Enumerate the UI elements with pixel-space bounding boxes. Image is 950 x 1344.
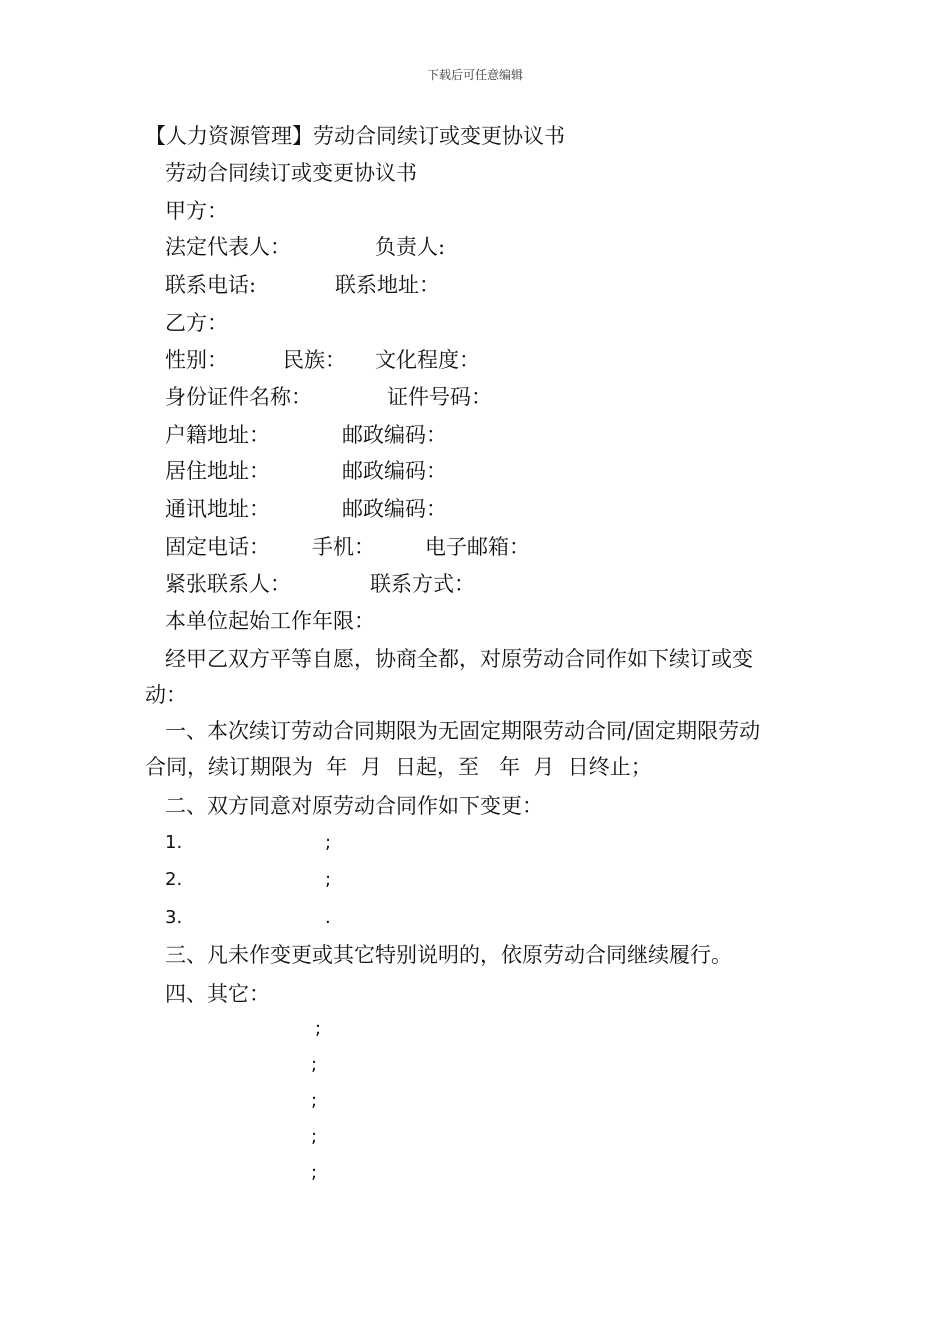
contact-method-label: 联系方式： (370, 572, 475, 596)
phone-label: 联系电话: (165, 273, 257, 297)
clause-3: 三、凡未作变更或其它特别说明的，依原劳动合同继续履行。 (165, 943, 732, 967)
other-item-5: ; (311, 1162, 318, 1183)
gender-label: 性别： (165, 348, 228, 372)
item-3-number: 3. (165, 907, 183, 928)
mailing-address-label: 通讯地址： (165, 497, 270, 521)
item-1-number: 1. (165, 832, 183, 853)
emergency-contact-label: 紧张联系人： (165, 572, 291, 596)
document-title: 【人力资源管理】劳动合同续订或变更协议书 (145, 124, 565, 148)
item-2-end: ; (325, 869, 332, 890)
item-2-number: 2. (165, 869, 183, 890)
party-b-label: 乙方： (165, 311, 228, 335)
education-label: 文化程度： (375, 348, 480, 372)
mobile-label: 手机： (312, 535, 375, 559)
residence-postcode-label: 邮政编码： (342, 459, 447, 483)
clause-1-line-2: 合同，续订期限为 年 月 日起，至 年 月 日终止； (145, 755, 652, 779)
document-subtitle: 劳动合同续订或变更协议书 (165, 161, 417, 185)
mailing-postcode-label: 邮政编码： (342, 497, 447, 521)
id-number-label: 证件号码： (387, 385, 492, 409)
email-label: 电子邮箱： (425, 535, 530, 559)
item-3-end: . (325, 907, 331, 928)
other-item-1: ; (315, 1018, 322, 1039)
header-note: 下载后可任意编辑 (426, 68, 523, 82)
landline-label: 固定电话： (165, 535, 270, 559)
intro-line-2: 动： (145, 683, 187, 707)
household-address-label: 户籍地址： (165, 423, 270, 447)
party-a-label: 甲方： (165, 199, 228, 223)
other-item-3: ; (311, 1090, 318, 1111)
other-item-2: ; (311, 1054, 318, 1075)
person-in-charge-label: 负责人: (375, 235, 446, 259)
address-label: 联系地址： (335, 273, 440, 297)
household-postcode-label: 邮政编码： (342, 423, 447, 447)
start-year-label: 本单位起始工作年限： (165, 609, 375, 633)
intro-line-1: 经甲乙双方平等自愿，协商全都，对原劳动合同作如下续订或变 (165, 647, 753, 671)
other-item-4: ; (311, 1126, 318, 1147)
ethnicity-label: 民族： (283, 348, 346, 372)
clause-1-line-1: 一、本次续订劳动合同期限为无固定期限劳动合同/固定期限劳动 (165, 719, 761, 743)
clause-2: 二、双方同意对原劳动合同作如下变更： (165, 794, 543, 818)
item-1-end: ; (325, 832, 332, 853)
legal-rep-label: 法定代表人： (165, 235, 291, 259)
id-name-label: 身份证件名称： (165, 385, 312, 409)
residence-address-label: 居住地址： (165, 459, 270, 483)
clause-4: 四、其它： (165, 982, 270, 1006)
